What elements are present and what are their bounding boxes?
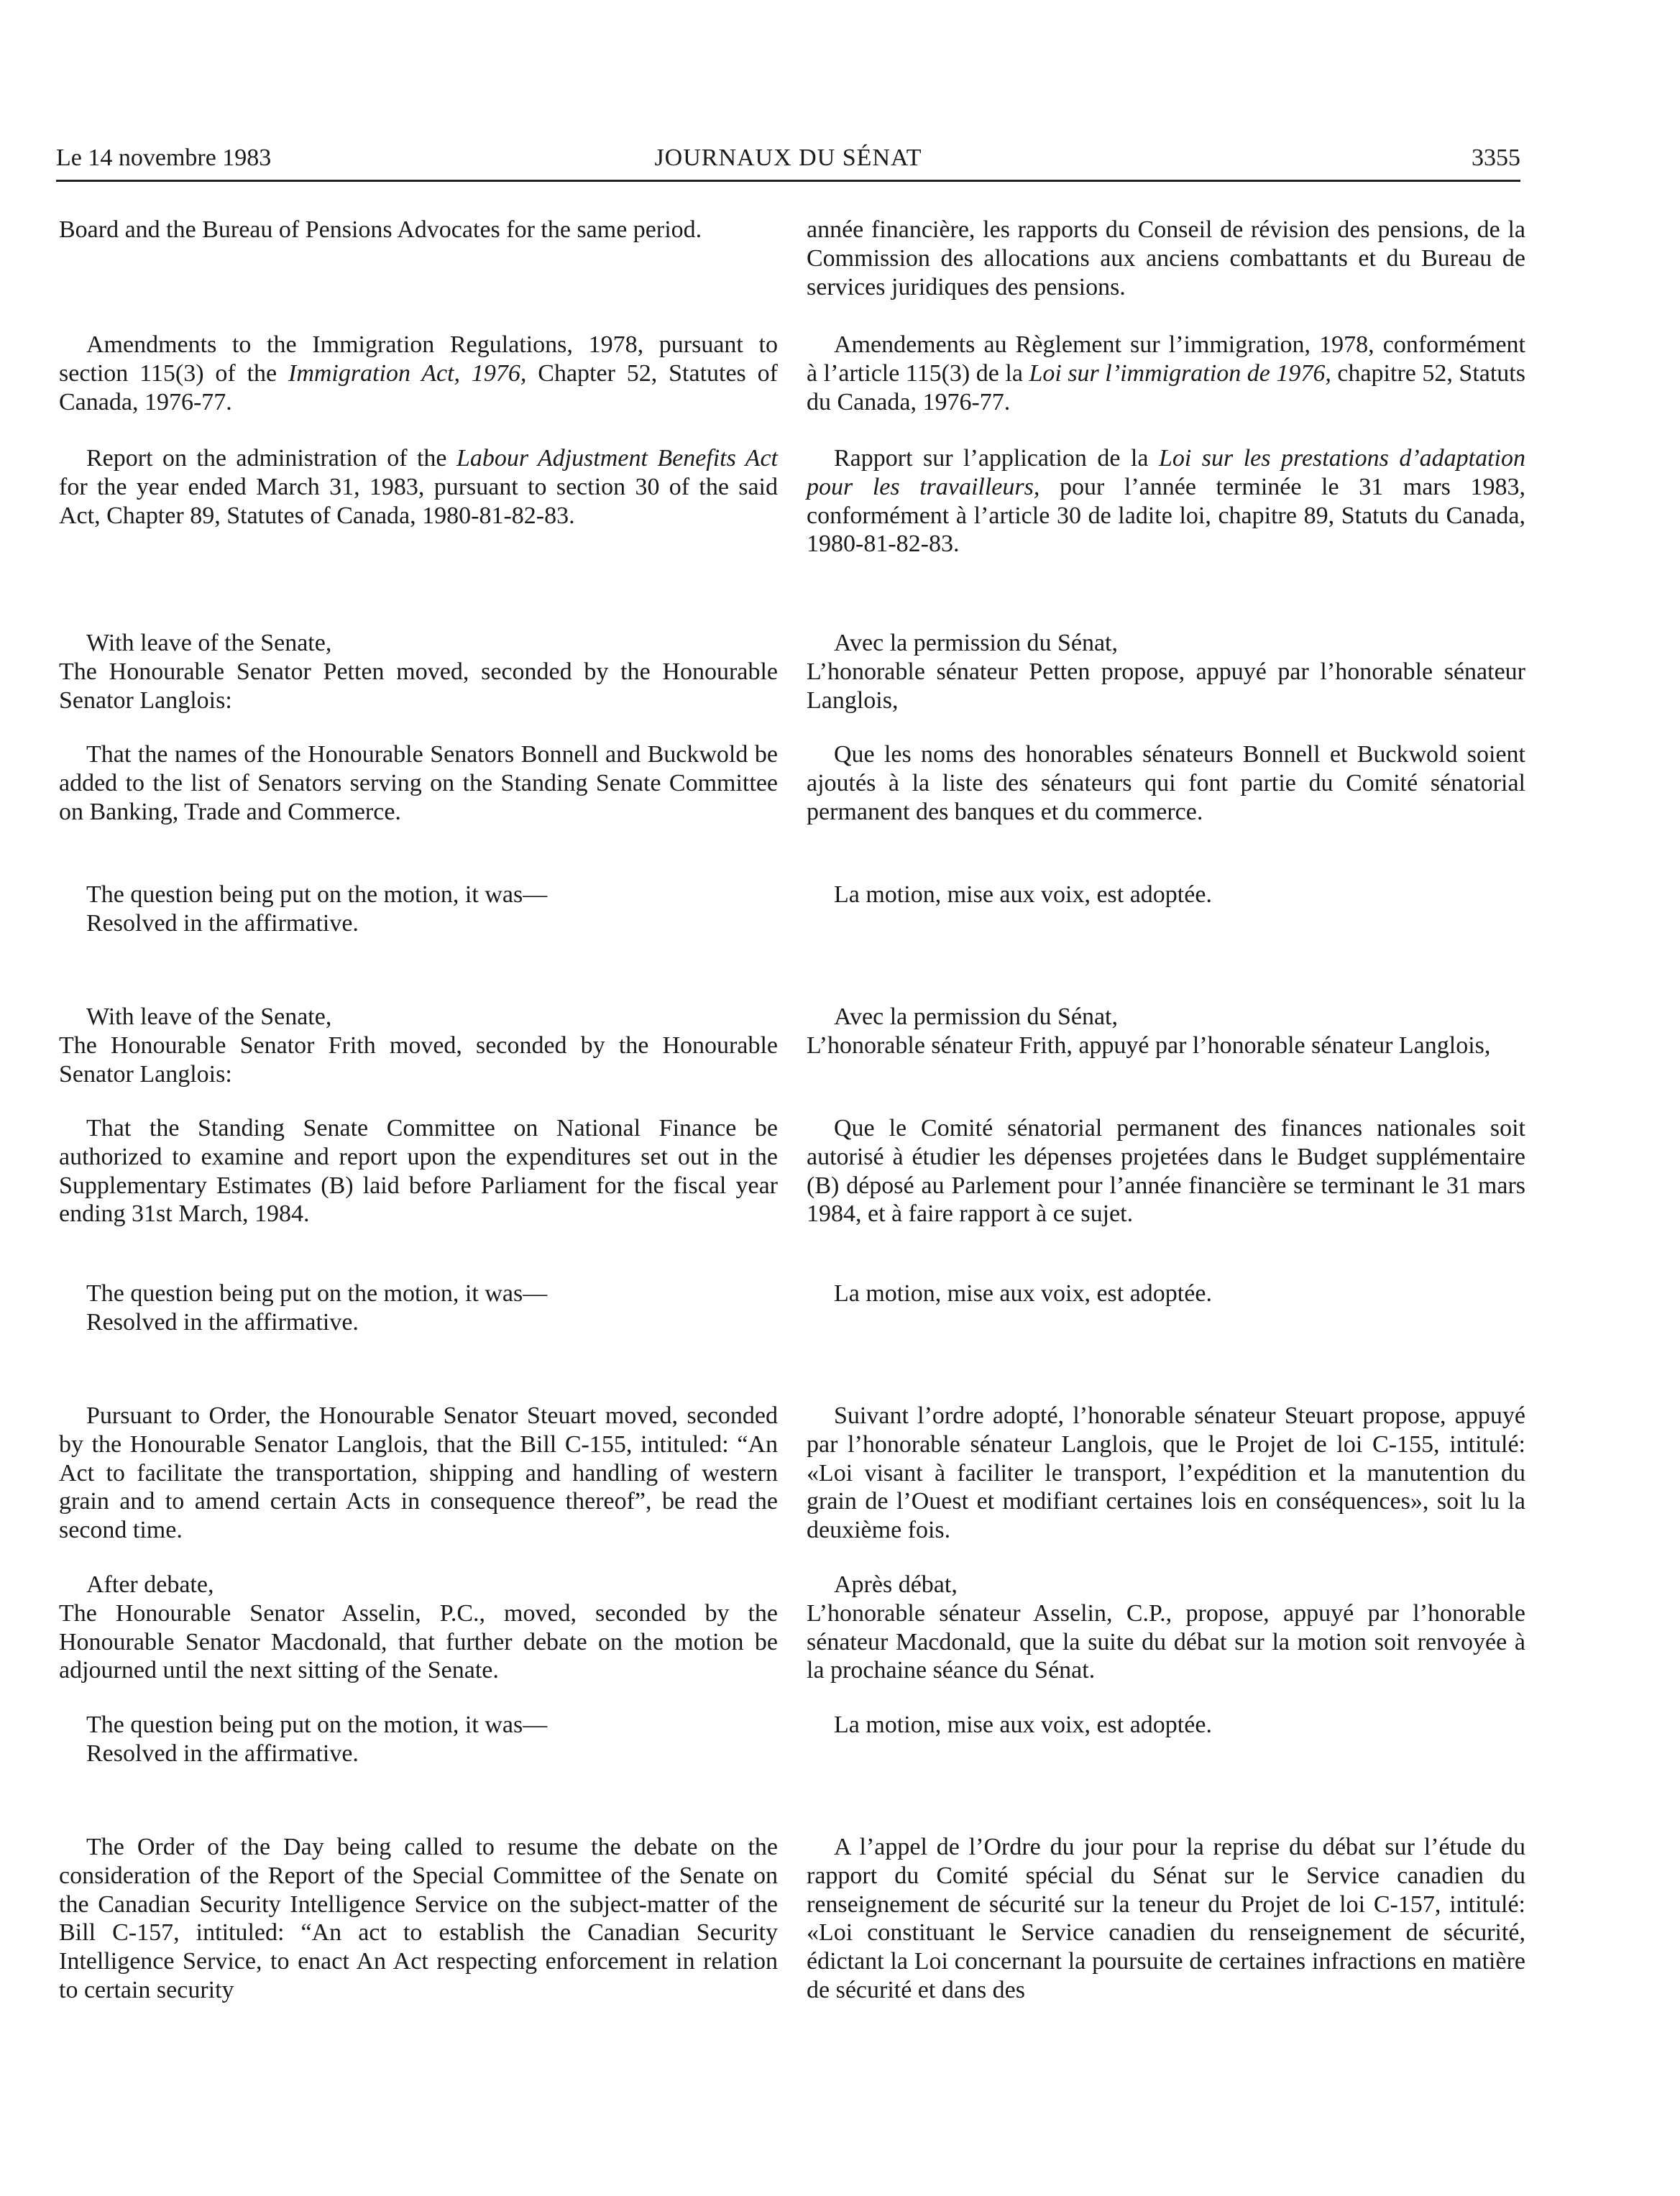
en-motion-text: The Honourable Senator Frith moved, seconded by the Honourable Senator Langlois: — [59, 1032, 778, 1088]
fr-paragraph-labour-report: Rapport sur l’application de la Loi sur les prestations d’adaptation pour les travailleurs, pour l’année terminée le 31 mars 1983, conformément à l’article 30 de ladite loi, chapitre 89, Statuts du Canada, 1980-81-82-83. — [807, 445, 1525, 558]
fr-motion-adopted: La motion, mise aux voix, est adoptée. — [834, 1712, 1212, 1738]
fr-paragraph-bill-c157: A l’appel de l’Ordre du jour pour la reprise du débat sur l’étude du rapport du Comité spécial du Sénat sur le Service canadien du renseignement de sécurité sur la teneur du Projet de loi C-157, intitulé: «Loi constituant le Service canadien du renseignement de sécurité, édictant la Loi concernant la poursuite de certaines infractions en matière de sécurité et dans des — [807, 1834, 1525, 2003]
fr-motion-adopted: La motion, mise aux voix, est adoptée. — [834, 1280, 1212, 1307]
en-motion-frith — [59, 1003, 778, 1088]
en-question-put: The question being put on the motion, it was— Resolved in the affirmative. — [86, 1280, 548, 1336]
en-leave-line: With leave of the Senate, — [86, 1003, 332, 1030]
fr-paragraph-bill-c155: Suivant l’ordre adopté, l’honorable sénateur Steuart propose, appuyé par l’honorable sénateur Langlois, que le Projet de loi C-155, intitulé: «Loi visant à faciliter le transport, l’expédition et la manutention du grain de l’Ouest et modifiant certaines lois en conséquences», soit lu la deuxième fois. — [807, 1402, 1525, 1544]
en-paragraph-bill-c157: The Order of the Day being called to resume the debate on the consideration of the Report of the Special Committee of the Senate on the Canadian Security Intelligence Service on the subject-matter of the Bill C-157, intituled: “An act to establish the Canadian Security Intelligence Service, to enact An Act respecting enforcement in relation to certain security — [59, 1834, 778, 2003]
en-act-title: Immigration Act, 1976, — [288, 359, 527, 387]
fr-act-title: Loi sur les prestations d’adaptation pour les travailleurs, — [807, 445, 1525, 500]
en-question-put: The question being put on the motion, it was— Resolved in the affirmative. — [86, 881, 548, 937]
fr-motion-text: L’honorable sénateur Petten propose, appuyé par l’honorable sénateur Langlois, — [807, 658, 1525, 714]
header-journal-title: JOURNAUX DU SÉNAT — [654, 144, 922, 171]
en-paragraph-immigration-regulations: Amendments to the Immigration Regulations, 1978, pursuant to section 115(3) of the Immigration Act, 1976, Chapter 52, Statutes of Canada, 1976-77. — [59, 331, 778, 415]
fr-paragraph-continued: année financière, les rapports du Conseil de révision des pensions, de la Commission des allocations aux anciens combattants et du Bureau de services juridiques des pensions. — [807, 216, 1525, 300]
fr-paragraph-immigration-regulations: Amendements au Règlement sur l’immigration, 1978, conformément à l’article 115(3) de la Loi sur l’immigration de 1976, chapitre 52, Statuts du Canada, 1976-77. — [807, 331, 1525, 415]
fr-motion-text: L’honorable sénateur Frith, appuyé par l’honorable sénateur Langlois, — [807, 1032, 1491, 1059]
en-question-put: The question being put on the motion, it was— Resolved in the affirmative. — [86, 1712, 548, 1767]
fr-leave-line: Avec la permission du Sénat, — [834, 1003, 1119, 1030]
fr-paragraph-national-finance: Que le Comité sénatorial permanent des finances nationales soit autorisé à étudier les dépenses projetées dans le Budget supplémentaire (B) déposé au Parlement pour l’année financière se terminant le 31 mars 1984, et à faire rapport à ce sujet. — [807, 1115, 1525, 1228]
fr-motion-adopted: La motion, mise aux voix, est adoptée. — [834, 881, 1212, 908]
en-paragraph-banking-committee: That the names of the Honourable Senators Bonnell and Buckwold be added to the list of Senators serving on the Standing Senate Committee on Banking, Trade and Commerce. — [59, 741, 778, 825]
fr-act-title: Loi sur l’immigration de 1976, — [1029, 359, 1331, 387]
en-paragraph-labour-report: Report on the administration of the Labour Adjustment Benefits Act for the year ended March 31, 1983, pursuant to section 30 of the said Act, Chapter 89, Statutes of Canada, 1980-81-82-83. — [59, 445, 778, 529]
en-motion-text: The Honourable Senator Petten moved, seconded by the Honourable Senator Langlois: — [59, 658, 778, 714]
en-paragraph-after-debate: After debate, The Honourable Senator Asselin, P.C., moved, seconded by the Honourable Senator Macdonald, that further debate on the motion be adjourned until the next sitting of the Senate. — [59, 1571, 778, 1684]
fr-motion-petten — [807, 629, 1525, 715]
running-header — [56, 142, 1520, 182]
en-act-title: Labour Adjustment Benefits Act — [456, 445, 778, 472]
fr-paragraph-after-debate: Après débat, L’honorable sénateur Asselin, C.P., propose, appuyé par l’honorable sénateur Macdonald, que la suite du débat sur la motion soit renvoyée à la prochaine séance du Sénat. — [807, 1571, 1525, 1684]
en-motion-petten — [59, 629, 778, 715]
en-paragraph-continued: Board and the Bureau of Pensions Advocates for the same period. — [59, 216, 702, 243]
fr-paragraph-banking-committee: Que les noms des honorables sénateurs Bonnell et Buckwold soient ajoutés à la liste des sénateurs qui font partie du Comité sénatorial permanent des banques et du commerce. — [807, 741, 1525, 825]
fr-leave-line: Avec la permission du Sénat, — [834, 630, 1119, 656]
fr-motion-frith — [807, 1003, 1525, 1060]
header-page-number: 3355 — [1472, 144, 1520, 171]
en-paragraph-national-finance: That the Standing Senate Committee on National Finance be authorized to examine and report upon the expenditures set out in the Supplementary Estimates (B) laid before Parliament for the fiscal year ending 31st March, 1984. — [59, 1115, 778, 1228]
header-date: Le 14 novembre 1983 — [56, 144, 272, 171]
en-leave-line: With leave of the Senate, — [86, 630, 332, 656]
en-paragraph-bill-c155: Pursuant to Order, the Honourable Senator Steuart moved, seconded by the Honourable Senator Langlois, that the Bill C-155, intituled: “An Act to facilitate the transportation, shipping and handling of western grain and to amend certain Acts in consequence thereof”, be read the second time. — [59, 1402, 778, 1544]
